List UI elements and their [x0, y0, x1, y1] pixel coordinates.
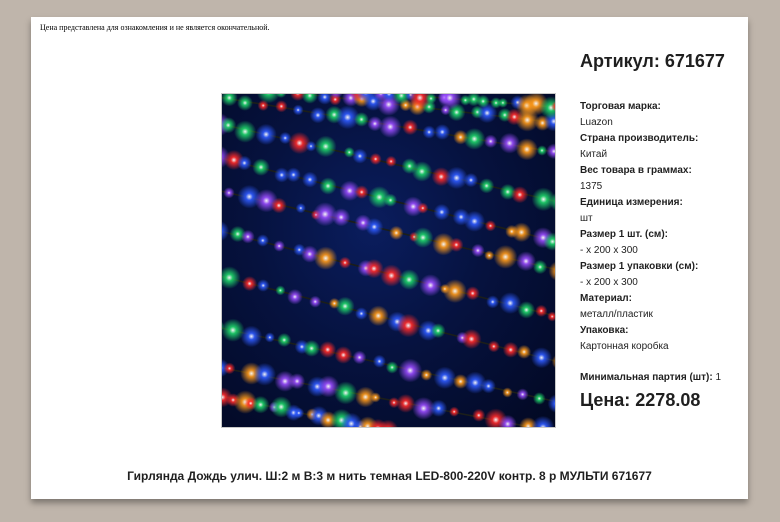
led-bulb: [234, 121, 256, 143]
led-bulb: [398, 359, 422, 383]
led-bulb: [537, 145, 547, 155]
led-bulb: [257, 234, 269, 246]
led-bulb: [222, 266, 241, 289]
led-bulb: [417, 203, 428, 214]
price-label: Цена:: [580, 390, 631, 410]
spec-label: Размер 1 шт. (см):: [580, 229, 668, 240]
led-bulb: [449, 238, 463, 252]
led-bulb: [466, 286, 480, 300]
led-bulb: [402, 120, 418, 136]
led-bulb: [354, 112, 369, 127]
product-title: Гирлянда Дождь улич. Ш:2 м В:3 м нить темная LED-800-220V контр. 8 р МУЛЬТИ 671677: [127, 469, 652, 483]
led-bulb: [399, 269, 420, 290]
led-bulb: [498, 98, 508, 108]
product-photo: [221, 93, 556, 428]
led-bulb: [309, 296, 321, 308]
led-bulb: [241, 326, 263, 348]
led-bulb: [477, 95, 490, 108]
spec-brand: [580, 99, 745, 131]
led-bulb: [421, 369, 433, 381]
spec-weight: [580, 163, 745, 195]
led-bulb: [287, 289, 303, 305]
led-bulb: [516, 251, 536, 271]
led-bulb: [464, 128, 486, 150]
led-bulb: [355, 185, 369, 199]
led-bulb: [256, 124, 277, 145]
price-value: 2278.08: [635, 390, 701, 410]
led-bulb: [511, 186, 528, 203]
led-bulb: [370, 153, 382, 165]
spec-value: Luazon: [580, 117, 613, 128]
led-bulb: [296, 203, 306, 213]
led-bulb: [503, 342, 519, 358]
led-bulb: [434, 124, 450, 140]
min-batch-label: Минимальная партия (шт):: [580, 372, 713, 383]
led-bulb: [397, 314, 421, 338]
led-bulb: [265, 332, 275, 342]
led-bulb: [423, 126, 436, 139]
led-bulb: [494, 245, 518, 269]
led-bulb: [352, 149, 367, 164]
spec-list: [580, 99, 745, 355]
led-bulb: [430, 400, 447, 417]
spec-value: - x 200 x 300: [580, 277, 638, 288]
led-bulb: [486, 295, 499, 308]
led-bulb: [443, 279, 467, 303]
led-garland-image: [222, 94, 555, 427]
spec-value: шт: [580, 213, 593, 224]
led-bulb: [533, 260, 547, 274]
led-bulb: [302, 172, 318, 188]
article-label: Артикул:: [580, 51, 660, 71]
led-bulb: [277, 333, 291, 347]
led-bulb: [373, 355, 386, 368]
led-bulb: [222, 94, 238, 106]
led-bulb: [286, 168, 301, 183]
led-bulb: [517, 345, 531, 359]
led-bulb: [419, 274, 441, 296]
led-bulb: [223, 187, 234, 198]
led-bulb: [549, 261, 556, 281]
led-bulb: [274, 240, 285, 251]
price-disclaimer: Цена представлена для ознакомления и не является окончательной.: [40, 23, 270, 32]
led-bulb: [485, 220, 496, 231]
spec-unit: [580, 195, 745, 227]
led-bulb: [257, 279, 270, 292]
spec-packaging: [580, 323, 745, 355]
spec-label: Материал:: [580, 293, 632, 304]
spec-value: Картонная коробка: [580, 341, 669, 352]
led-bulb: [242, 276, 257, 291]
led-bulb: [518, 301, 535, 318]
led-bulb: [368, 306, 389, 327]
led-bulb: [293, 105, 304, 116]
led-bulb: [252, 396, 270, 414]
led-bulb: [546, 144, 555, 160]
led-bulb: [531, 347, 552, 368]
article-value: 671677: [664, 51, 725, 71]
spec-country: [580, 131, 745, 163]
led-bulb: [533, 392, 546, 405]
led-bulb: [306, 141, 317, 152]
led-bulb: [512, 223, 532, 243]
spec-label: Страна производитель:: [580, 133, 699, 144]
led-bulb: [412, 161, 432, 181]
led-bulb: [310, 107, 326, 123]
led-bulb: [271, 198, 287, 214]
led-bulb: [371, 392, 381, 402]
led-bulb: [547, 312, 555, 322]
led-bulb: [237, 156, 252, 171]
led-bulb: [222, 221, 229, 242]
led-bulb: [315, 136, 337, 158]
spec-value: металл/пластик: [580, 309, 653, 320]
product-sheet: [31, 17, 748, 499]
led-bulb: [531, 416, 554, 427]
spec-label: Упаковка:: [580, 325, 629, 336]
led-bulb: [464, 211, 485, 232]
led-bulb: [517, 388, 529, 400]
min-batch: [580, 372, 721, 383]
led-bulb: [224, 363, 236, 375]
price: [580, 390, 700, 411]
led-bulb: [548, 394, 555, 413]
led-bulb: [303, 340, 320, 357]
spec-label: Размер 1 упаковки (см):: [580, 261, 699, 272]
led-bulb: [293, 408, 304, 419]
led-bulb: [389, 226, 403, 240]
led-bulb: [462, 329, 482, 349]
led-bulb: [484, 251, 494, 261]
min-batch-value: 1: [715, 372, 722, 383]
led-bulb: [481, 379, 496, 394]
led-bulb: [434, 367, 456, 389]
spec-value: - x 200 x 300: [580, 245, 638, 256]
led-bulb: [302, 94, 318, 104]
led-bulb: [488, 341, 500, 353]
spec-label: Единица измерения:: [580, 197, 683, 208]
led-bulb: [384, 194, 397, 207]
led-bulb: [241, 230, 255, 244]
led-bulb: [319, 177, 336, 194]
led-bulb: [431, 323, 446, 338]
led-bulb: [516, 138, 538, 160]
led-bulb: [379, 116, 401, 138]
spec-value: Китай: [580, 149, 608, 160]
led-bulb: [335, 346, 353, 364]
led-bulb: [334, 381, 357, 404]
led-bulb: [339, 257, 351, 269]
led-bulb: [314, 247, 337, 270]
led-bulb: [464, 173, 478, 187]
led-bulb: [396, 394, 415, 413]
led-bulb: [380, 265, 402, 287]
led-bulb: [275, 285, 285, 295]
led-bulb: [332, 208, 350, 226]
led-bulb: [355, 307, 368, 320]
led-bulb: [289, 373, 305, 389]
led-bulb: [413, 227, 434, 248]
spec-label: Торговая марка:: [580, 101, 661, 112]
led-bulb: [552, 354, 555, 370]
led-bulb: [365, 218, 383, 236]
led-bulb: [535, 305, 547, 317]
led-bulb: [386, 361, 398, 373]
led-bulb: [237, 95, 253, 111]
led-bulb: [484, 135, 497, 148]
led-bulb: [449, 407, 459, 417]
spec-item-size: [580, 227, 745, 259]
led-bulb: [434, 204, 450, 220]
article-number: [580, 51, 725, 72]
led-bulb: [386, 156, 397, 167]
spec-value: 1375: [580, 181, 603, 192]
spec-package-size: [580, 259, 745, 291]
spec-label: Вес товара в граммах:: [580, 165, 692, 176]
led-bulb: [319, 341, 336, 358]
led-bulb: [472, 409, 485, 422]
led-bulb: [471, 244, 484, 257]
led-bulb: [479, 178, 494, 193]
led-bulb: [336, 297, 355, 316]
led-bulb: [253, 363, 276, 386]
led-bulb: [353, 351, 367, 365]
led-bulb: [502, 387, 512, 397]
spec-material: [580, 291, 745, 323]
led-bulb: [252, 159, 269, 176]
led-bulb: [275, 100, 287, 112]
